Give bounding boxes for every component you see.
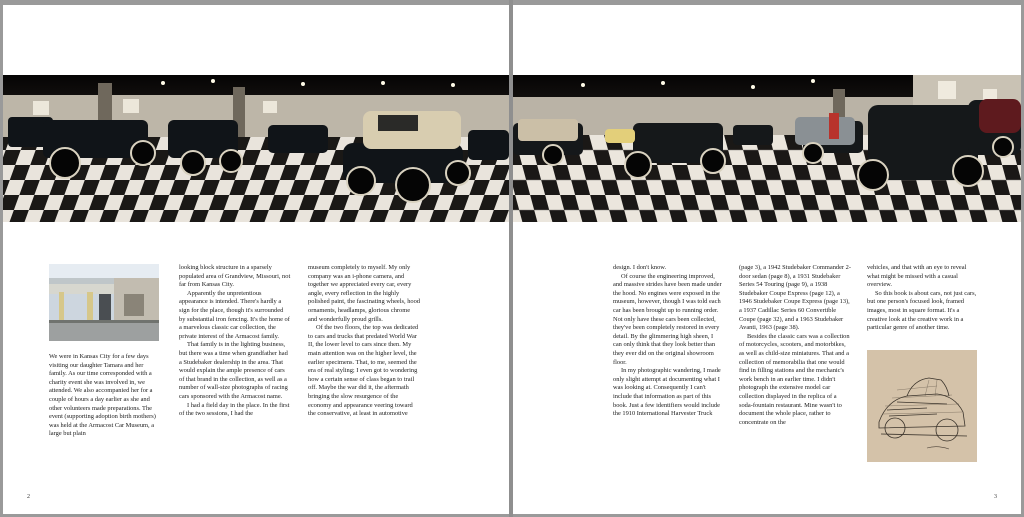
- paragraph: (page 3), a 1942 Studebaker Commander 2-door sedan (page 8), a 1931 Studebaker Series 54 Touring (page 9), a 1938 Studebaker Coupe Express (page 12), a 1946 Studebaker Coupe Express (page 13), a 1937 Cadillac Series 60 Convertible Coupe (page 32), and a 1963 Studebaker Avanti, 1963 (page 38).: [739, 264, 851, 332]
- page-number-right: 3: [994, 494, 997, 500]
- paragraph: That family is in the lighting business, but there was a time when grandfather had a Studebaker dealership in the area. That would explain the ample presence of cars of that brand in the collection, as well as a number of wall-size photographs of racing cars sponsored with the Armacost name.: [179, 341, 288, 400]
- left-panorama-photo: [3, 75, 509, 222]
- museum-building-photo: [49, 264, 159, 341]
- left-page: [3, 5, 509, 514]
- paragraph: Of course the engineering improved, and massive strides have been made under the hood. No engines were exposed in the museum, however, though I was told each car has been brought up to running order. Not only have these cars been collected, they've been completely restored in every detail. By the glimmering high sheen, I can only think that they look better than they ever did on the original showroom floor.: [613, 272, 722, 366]
- paragraph: Of the two floors, the top was dedicated to cars and trucks that predated World War II, the lower level to cars since then. My main attention was on the higher level, the earlier specimens. That, to me, seemed the era of real styling; I even got to wondering how a certain sense of class began to trail off. Maybe the war did it, the aftermath bringing the slow resurgence of the economy and appearance veering toward the conservative, at least in automotive: [308, 324, 419, 418]
- paragraph: I had a field day in the place. In the first of the two sessions, I had the: [179, 401, 290, 418]
- right-column-1: [613, 264, 723, 419]
- right-column-2: [739, 264, 851, 427]
- paragraph: vehicles, and that with an eye to reveal what might be missed with a casual overview.: [867, 264, 967, 289]
- paragraph: In my photographic wandering, I made only slight attempt at documenting what I was looking at. Consequently I can't include that information as part of this book. Just a few identifiers would include the 1910 International Harvester Truck: [613, 367, 721, 418]
- left-column-3: [308, 264, 420, 419]
- right-page: [513, 5, 1021, 514]
- paragraph: Apparently the unpretentious appearance is intended. There's hardly a sign for the place, though it's surrounded by substantial iron fencing. It's the home of a marvelous classic car collection, the private interest of the Armacost family.: [179, 289, 290, 340]
- paragraph: looking block structure in a sparsely populated area of Grandview, Missouri, not far from Kansas City.: [179, 264, 291, 289]
- right-column-3: [867, 264, 979, 333]
- paragraph: We were in Kansas City for a few days visiting our daughter Tamara and her family. As our time corresponded with a charity event she was involved in, we attended. We also accompanied her for a couple of hours a day earlier as she and other volunteers made preparations. The event (supporting adoption birth mothers) was held at the Armacost Car Museum, a large but plain: [49, 353, 156, 438]
- car-sketch-image: [867, 350, 977, 462]
- paragraph: design. I don't know.: [613, 264, 667, 271]
- paragraph: museum completely to myself. My only company was an i-phone camera, and together we appreciated every car, every angle, every reflection in the highly polished paint, the fascinating wheels, hood ornaments, headlamps, glorious chrome and wonderfully proud grills.: [308, 264, 420, 323]
- page-number-left: 2: [27, 494, 30, 500]
- left-column-1: [49, 353, 161, 439]
- right-panorama-photo: [513, 75, 1021, 222]
- paragraph: Besides the classic cars was a collection of motorcycles, scooters, and motorbikes, as well as child-size miniatures. That and a collection of memorabilia that one would find in filling stations and the mechanic's work bench in an earlier time. I didn't photograph the extensive model car collection displayed in the replica of a soda-fountain restaurant. Mine wasn't to document the whole place, rather to concentrate on the: [739, 332, 850, 426]
- left-column-2: [179, 264, 291, 419]
- paragraph: So this book is about cars, not just cars, but one person's focused look, framed images, most in square format. It's a creative look at the creative work in a particular genre of another time.: [867, 289, 977, 332]
